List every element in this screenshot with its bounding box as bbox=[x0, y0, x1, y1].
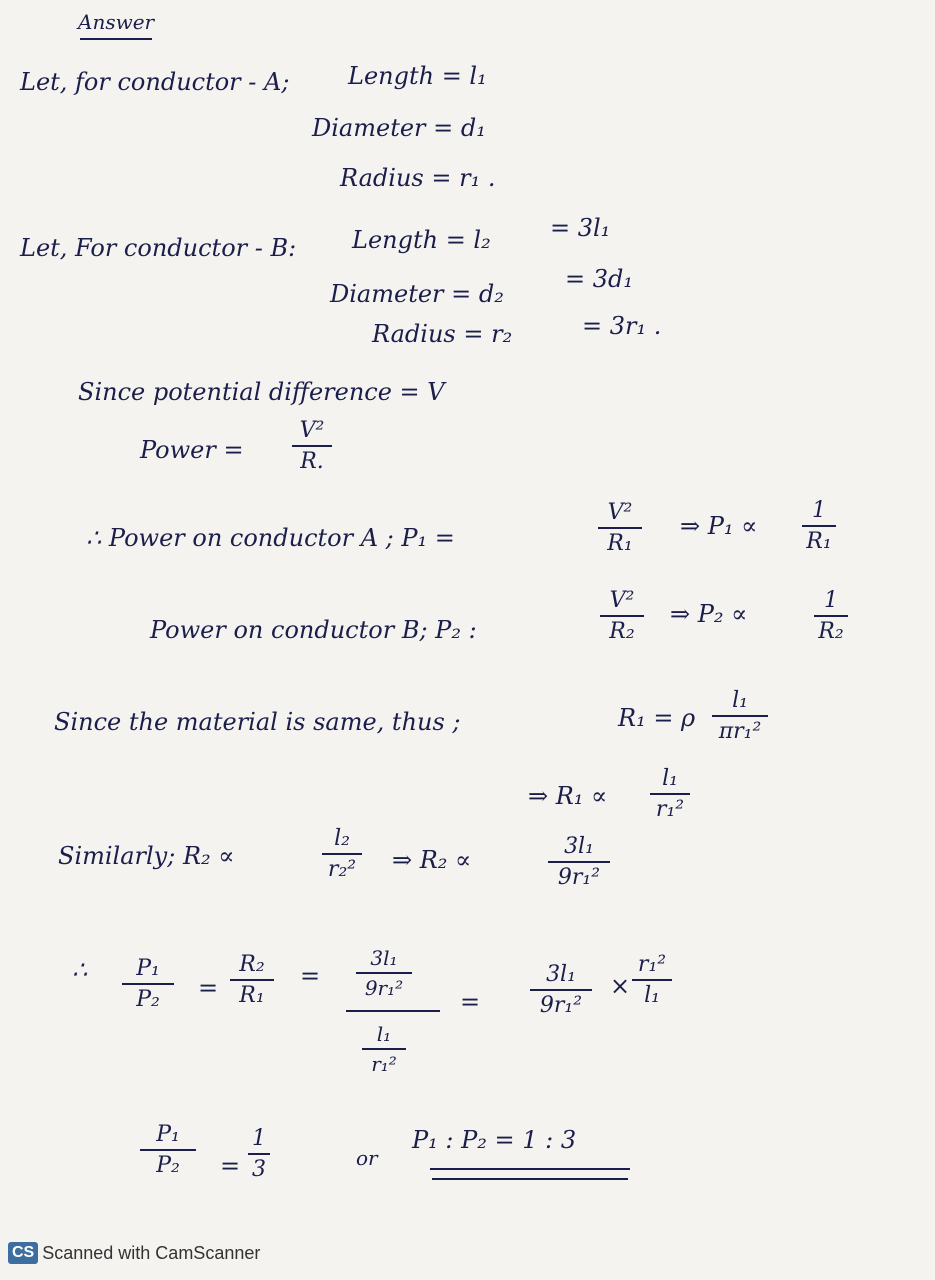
power-b-implication: ⇒ P₂ ∝ bbox=[670, 600, 748, 628]
ratio-d-denominator: l₁ bbox=[644, 983, 660, 1008]
power-b-prop-denominator: R₂ bbox=[818, 619, 844, 644]
resistance-r1-prop-denominator: r₁² bbox=[655, 797, 685, 822]
conductor-b-diameter-value: = 3d₁ bbox=[565, 265, 633, 293]
ratio-c-fraction bbox=[530, 962, 592, 1018]
resistance-r1-prop-numerator: l₁ bbox=[662, 766, 678, 791]
similarly-imp-fraction bbox=[548, 834, 610, 890]
conductor-a-radius: Radius = r₁ . bbox=[340, 164, 496, 192]
final-p1: P₁ bbox=[156, 1122, 180, 1147]
power-b-label: Power on conductor B; P₂ : bbox=[150, 616, 477, 644]
ratio-p1: P₁ bbox=[136, 956, 160, 981]
final-ratio-result: P₁ : P₂ = 1 : 3 bbox=[412, 1126, 577, 1154]
power-b-prop-numerator: 1 bbox=[824, 588, 838, 613]
ratio-d-numerator: r₁² bbox=[637, 952, 667, 977]
power-b-denominator: R₂ bbox=[609, 619, 635, 644]
final-numerator: 1 bbox=[252, 1126, 266, 1151]
power-fraction bbox=[292, 418, 332, 474]
power-a-prop-denominator: R₁ bbox=[806, 529, 832, 554]
resistance-r1-denominator: πr₁² bbox=[718, 719, 762, 744]
conductor-b-intro: Let, For conductor - B: bbox=[20, 234, 297, 262]
final-equals: = bbox=[220, 1152, 241, 1180]
resistance-r1-formula: R₁ = ρ bbox=[618, 704, 696, 732]
power-label: Power = bbox=[140, 436, 244, 464]
resistance-r1-prop-fraction bbox=[650, 766, 690, 822]
power-numerator: V² bbox=[299, 418, 325, 443]
similarly-denominator: r₂² bbox=[327, 857, 357, 882]
result-underline-1 bbox=[430, 1168, 630, 1170]
conductor-b-radius-value: = 3r₁ . bbox=[582, 312, 662, 340]
or-word: or bbox=[356, 1146, 378, 1170]
ratio-equals-1: = bbox=[198, 974, 219, 1002]
compound-fraction-bar bbox=[346, 1010, 440, 1012]
power-a-label: ∴ Power on conductor A ; P₁ = bbox=[86, 524, 455, 552]
resistance-r1-numerator: l₁ bbox=[732, 688, 748, 713]
power-a-prop-numerator: 1 bbox=[812, 498, 826, 523]
similarly-fraction bbox=[322, 826, 362, 882]
final-denominator: 3 bbox=[252, 1157, 266, 1182]
ratio-r2: R₂ bbox=[239, 952, 265, 977]
final-p2: P₂ bbox=[156, 1153, 180, 1178]
ratio-c-numerator: 3l₁ bbox=[546, 962, 576, 987]
camscanner-text: Scanned with CamScanner bbox=[42, 1242, 261, 1263]
ratio-d-fraction bbox=[632, 952, 672, 1008]
ratio-r1: R₁ bbox=[239, 983, 265, 1008]
ratio-r-fraction bbox=[230, 952, 274, 1008]
ratio-bottom-numerator: l₁ bbox=[376, 1022, 392, 1046]
ratio-p-fraction bbox=[122, 956, 174, 1012]
final-p-fraction bbox=[140, 1122, 196, 1178]
ratio-c-denominator: 9r₁² bbox=[539, 993, 583, 1018]
ratio-compound-top bbox=[356, 946, 412, 1000]
conductor-b-length: Length = l₂ bbox=[352, 226, 491, 254]
therefore-symbol: ∴ bbox=[72, 956, 88, 984]
power-a-prop-fraction bbox=[802, 498, 836, 554]
heading-underline bbox=[80, 38, 152, 40]
ratio-bottom-denominator: r₁² bbox=[371, 1052, 397, 1076]
resistance-r1-proportion: ⇒ R₁ ∝ bbox=[528, 782, 608, 810]
answer-heading: Answer bbox=[78, 10, 155, 34]
similarly-label: Similarly; R₂ ∝ bbox=[58, 842, 235, 870]
resistance-r1-fraction bbox=[712, 688, 768, 744]
conductor-b-diameter: Diameter = d₂ bbox=[330, 280, 504, 308]
power-a-fraction bbox=[598, 500, 642, 556]
conductor-a-intro: Let, for conductor - A; bbox=[20, 68, 290, 96]
power-a-denominator: R₁ bbox=[607, 531, 633, 556]
potential-statement: Since potential difference = V bbox=[78, 378, 445, 406]
conductor-b-radius: Radius = r₂ bbox=[372, 320, 513, 348]
conductor-b-length-value: = 3l₁ bbox=[550, 214, 611, 242]
power-b-numerator: V² bbox=[609, 588, 635, 613]
conductor-a-diameter: Diameter = d₁ bbox=[312, 114, 486, 142]
power-a-numerator: V² bbox=[607, 500, 633, 525]
ratio-compound-bottom bbox=[362, 1022, 406, 1076]
similarly-imp-numerator: 3l₁ bbox=[564, 834, 594, 859]
material-statement: Since the material is same, thus ; bbox=[54, 708, 461, 736]
final-value-fraction bbox=[248, 1126, 270, 1182]
power-a-implication: ⇒ P₁ ∝ bbox=[680, 512, 758, 540]
ratio-times: × bbox=[610, 972, 631, 1000]
ratio-top-numerator: 3l₁ bbox=[370, 946, 398, 970]
camscanner-watermark bbox=[8, 1242, 260, 1264]
similarly-implication: ⇒ R₂ ∝ bbox=[392, 846, 472, 874]
ratio-p2: P₂ bbox=[136, 987, 160, 1012]
ratio-equals-3: = bbox=[460, 988, 481, 1016]
ratio-equals-2: = bbox=[300, 962, 321, 990]
conductor-a-length: Length = l₁ bbox=[348, 62, 487, 90]
power-b-prop-fraction bbox=[814, 588, 848, 644]
similarly-numerator: l₂ bbox=[334, 826, 350, 851]
power-denominator: R. bbox=[300, 449, 324, 474]
result-underline-2 bbox=[432, 1178, 628, 1180]
power-b-fraction bbox=[600, 588, 644, 644]
camscanner-logo: CS bbox=[8, 1242, 38, 1264]
ratio-top-denominator: 9r₁² bbox=[364, 976, 404, 1000]
similarly-imp-denominator: 9r₁² bbox=[557, 865, 601, 890]
